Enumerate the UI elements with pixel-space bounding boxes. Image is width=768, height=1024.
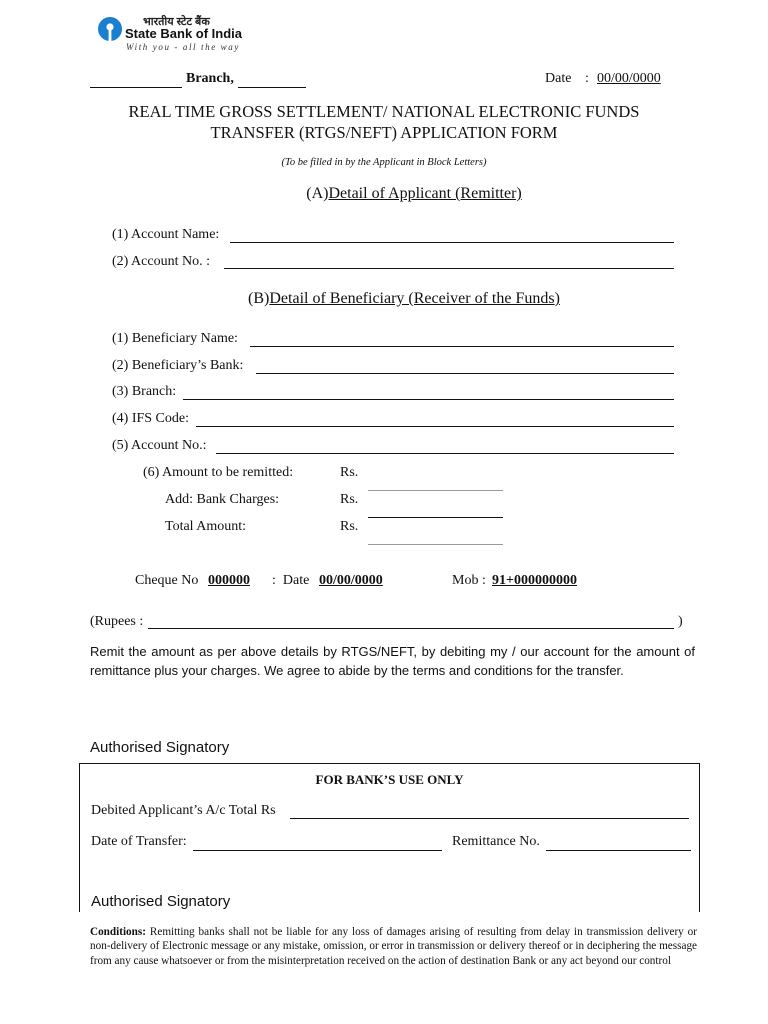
rupees-close: ) bbox=[678, 614, 683, 629]
rupees-label: (Rupees : bbox=[90, 614, 144, 629]
branch-line[interactable] bbox=[238, 87, 306, 88]
branch-field-label: (3) Branch: bbox=[112, 384, 177, 399]
date-of-transfer-line[interactable] bbox=[193, 850, 442, 851]
bank-charges-line[interactable] bbox=[368, 517, 503, 518]
conditions-label: Conditions: bbox=[90, 926, 146, 938]
date-of-transfer-label: Date of Transfer: bbox=[91, 834, 187, 849]
ifs-code-line[interactable] bbox=[196, 426, 674, 427]
amount-remitted-line[interactable] bbox=[368, 490, 503, 491]
bank-charges-currency: Rs. bbox=[340, 492, 359, 507]
bank-logo bbox=[95, 14, 265, 54]
form-instruction-note: (To be filled in by the Applicant in Block Letters) bbox=[281, 157, 487, 168]
authorised-signatory-1: Authorised Signatory bbox=[90, 739, 230, 756]
section-b-prefix: (B) bbox=[248, 290, 270, 307]
debited-total-line[interactable] bbox=[290, 818, 689, 819]
bank-tagline: With you - all the way bbox=[126, 42, 240, 52]
form-title-line1: REAL TIME GROSS SETTLEMENT/ NATIONAL ELECTRONIC FUNDS bbox=[128, 102, 640, 121]
beneficiary-account-label: (5) Account No.: bbox=[112, 438, 207, 453]
bank-charges-label: Add: Bank Charges: bbox=[165, 492, 280, 507]
authorised-signatory-2: Authorised Signatory bbox=[91, 893, 231, 910]
remittance-no-label: Remittance No. bbox=[452, 834, 540, 849]
account-name-label: (1) Account Name: bbox=[112, 227, 220, 242]
rupees-line[interactable] bbox=[148, 628, 674, 629]
branch-label: Branch, bbox=[186, 71, 234, 86]
date-label: Date bbox=[545, 71, 572, 86]
sbi-logo-icon bbox=[97, 16, 123, 42]
total-amount-line[interactable] bbox=[368, 544, 503, 545]
mobile-number[interactable]: 91+000000000 bbox=[492, 573, 577, 588]
ifs-code-label: (4) IFS Code: bbox=[112, 411, 189, 426]
cheque-number[interactable]: 000000 bbox=[208, 573, 250, 588]
beneficiary-bank-label: (2) Beneficiary’s Bank: bbox=[112, 358, 244, 373]
cheque-label: Cheque No bbox=[135, 573, 199, 588]
section-a-heading bbox=[0, 185, 768, 203]
total-amount-label: Total Amount: bbox=[165, 519, 247, 534]
bank-use-title: FOR BANK’S USE ONLY bbox=[315, 772, 464, 787]
section-a-prefix: (A) bbox=[306, 185, 329, 202]
conditions-text bbox=[90, 925, 697, 968]
total-amount-currency: Rs. bbox=[340, 519, 359, 534]
section-b-title: Detail of Beneficiary (Receiver of the Funds) bbox=[269, 290, 560, 307]
section-a-title: Detail of Applicant (Remitter) bbox=[328, 185, 522, 202]
cheque-date-value[interactable]: 00/00/0000 bbox=[319, 573, 383, 588]
account-name-line[interactable] bbox=[230, 242, 674, 243]
form-title-line2: TRANSFER (RTGS/NEFT) APPLICATION FORM bbox=[210, 123, 558, 142]
date-value[interactable]: 00/00/0000 bbox=[597, 71, 661, 86]
cheque-date-label: : Date bbox=[272, 573, 310, 588]
beneficiary-name-label: (1) Beneficiary Name: bbox=[112, 331, 238, 346]
beneficiary-account-line[interactable] bbox=[216, 453, 674, 454]
beneficiary-bank-line[interactable] bbox=[256, 373, 674, 374]
bank-name: State Bank of India bbox=[125, 26, 243, 41]
branch-prefix-line[interactable] bbox=[90, 87, 182, 88]
instruction-paragraph: Remit the amount as per above details by RTGS/NEFT, by debiting my / our account for the amount of remittance plus your charges. We agree to abide by the terms and conditions for the transfer. bbox=[90, 644, 695, 678]
amount-remitted-label: (6) Amount to be remitted: bbox=[143, 465, 294, 480]
branch-field-line[interactable] bbox=[183, 399, 674, 400]
section-b-heading bbox=[0, 290, 768, 308]
bank-hindi-name: भारतीय स्टेट बैंक bbox=[143, 16, 210, 28]
amount-remitted-currency: Rs. bbox=[340, 465, 359, 480]
remittance-no-line[interactable] bbox=[546, 850, 691, 851]
date-separator: : bbox=[585, 71, 589, 86]
account-no-line[interactable] bbox=[224, 268, 674, 269]
account-no-label: (2) Account No. : bbox=[112, 254, 210, 269]
beneficiary-name-line[interactable] bbox=[250, 346, 674, 347]
conditions-body: Remitting banks shall not be liable for any loss of damages arising of resulting from delay in transmission delivery or non-delivery of Electronic message or any mistake, omission, or error in transmission or delivery thereof or in deciphering the message from any cause whatsoever or from the misinterpretation received on the action of destination Bank or any act beyond our control bbox=[90, 926, 698, 967]
debited-total-label: Debited Applicant’s A/c Total Rs bbox=[91, 803, 276, 818]
mobile-label: Mob : bbox=[452, 573, 486, 588]
